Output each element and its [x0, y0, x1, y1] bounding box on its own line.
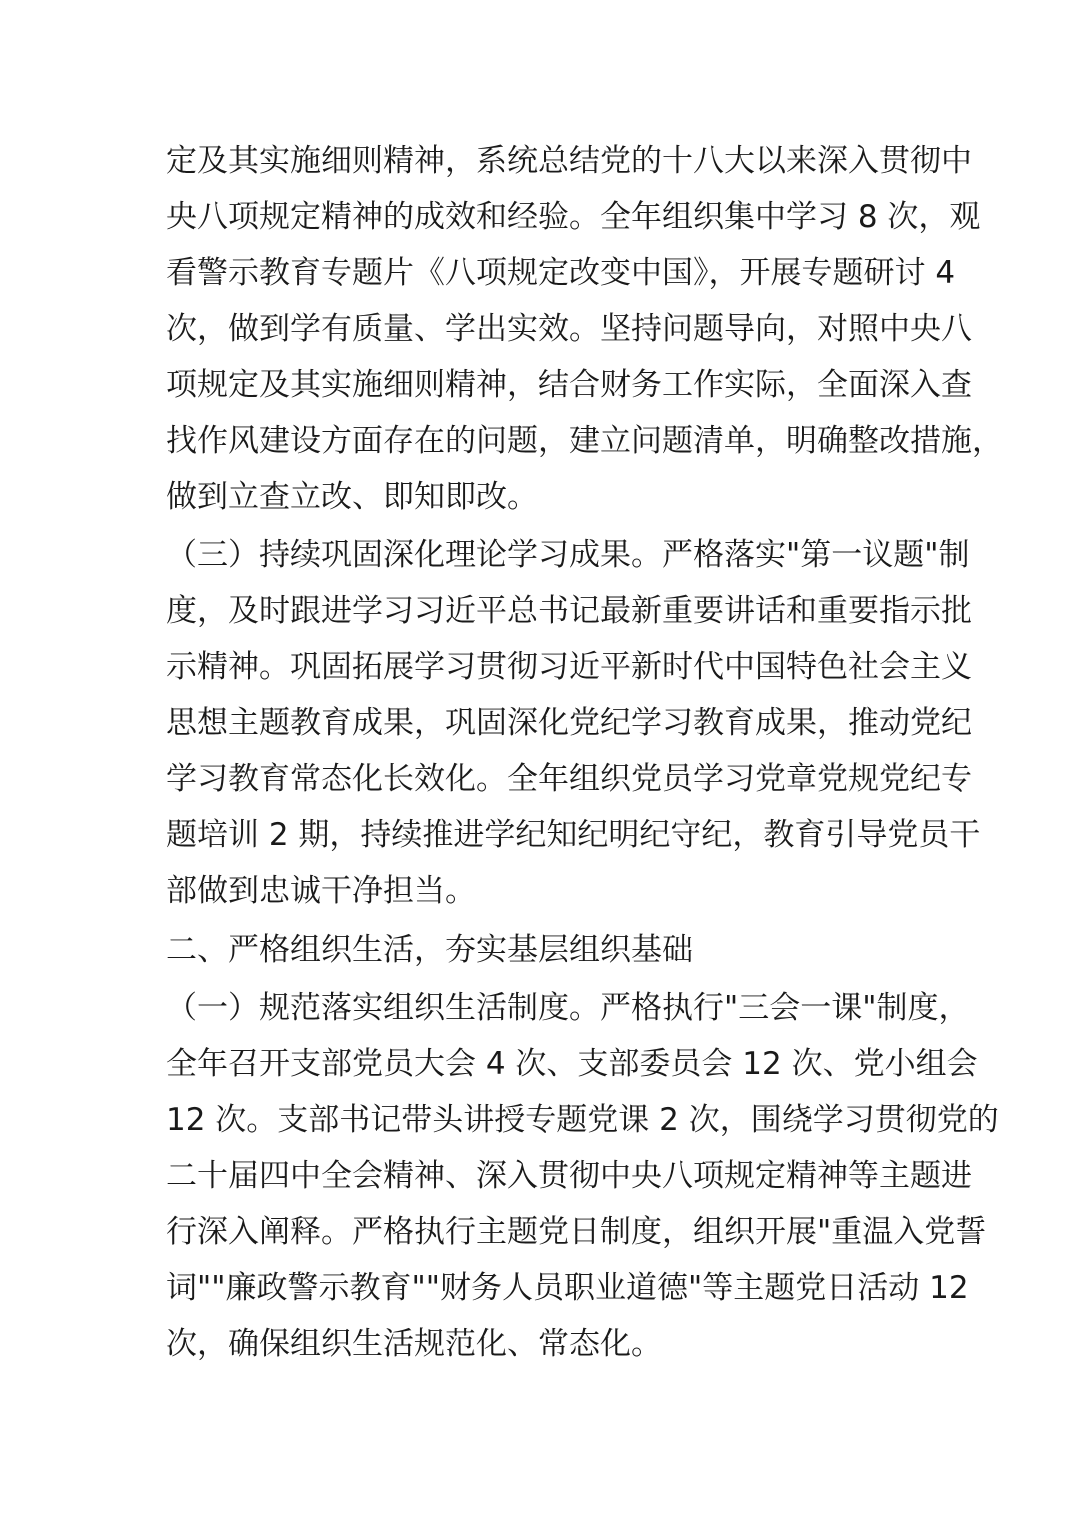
text-line: 做到立查立改、即知即改。	[166, 479, 538, 515]
text-line: 思想主题教育成果，巩固深化党纪学习教育成果，推动党纪	[166, 705, 972, 741]
section-title: 二、严格组织生活，夯实基层组织基础	[166, 932, 693, 968]
text-line: 找作风建设方面存在的问题，建立问题清单，明确整改措施，	[166, 423, 1003, 459]
text-line: 定及其实施细则精神，系统总结党的十八大以来深入贯彻中	[166, 143, 972, 179]
section-heading-paragraph: （一）规范落实组织生活制度。严格执行"三会一课"制度，	[166, 990, 970, 1026]
text-line: 题培训 2 期，持续推进学纪知纪明纪守纪，教育引导党员干	[166, 817, 981, 853]
section-heading-paragraph: （三）持续巩固深化理论学习成果。严格落实"第一议题"制	[166, 537, 970, 573]
text-line: 行深入阐释。严格执行主题党日制度，组织开展"重温入党誓	[166, 1214, 987, 1250]
text-line: 示精神。巩固拓展学习贯彻习近平新时代中国特色社会主义	[166, 649, 972, 685]
text-line: 央八项规定精神的成效和经验。全年组织集中学习 8 次，观	[166, 199, 981, 235]
text-line: 看警示教育专题片《八项规定改变中国》，开展专题研讨 4	[166, 255, 956, 291]
text-line: 次，确保组织生活规范化、常态化。	[166, 1326, 662, 1362]
text-line: 学习教育常态化长效化。全年组织党员学习党章党规党纪专	[166, 761, 972, 797]
text-line: 全年召开支部党员大会 4 次、支部委员会 12 次、党小组会	[166, 1046, 978, 1082]
text-line: 词""廉政警示教育""财务人员职业道德"等主题党日活动 12	[166, 1270, 969, 1306]
text-line: 12 次。支部书记带头讲授专题党课 2 次，围绕学习贯彻党的	[166, 1102, 999, 1138]
text-line: 项规定及其实施细则精神，结合财务工作实际，全面深入查	[166, 367, 972, 403]
text-line: 度，及时跟进学习习近平总书记最新重要讲话和重要指示批	[166, 593, 972, 629]
text-line: 次，做到学有质量、学出实效。坚持问题导向，对照中央八	[166, 311, 972, 347]
text-line: 部做到忠诚干净担当。	[166, 873, 476, 909]
text-line: 二十届四中全会精神、深入贯彻中央八项规定精神等主题进	[166, 1158, 972, 1194]
